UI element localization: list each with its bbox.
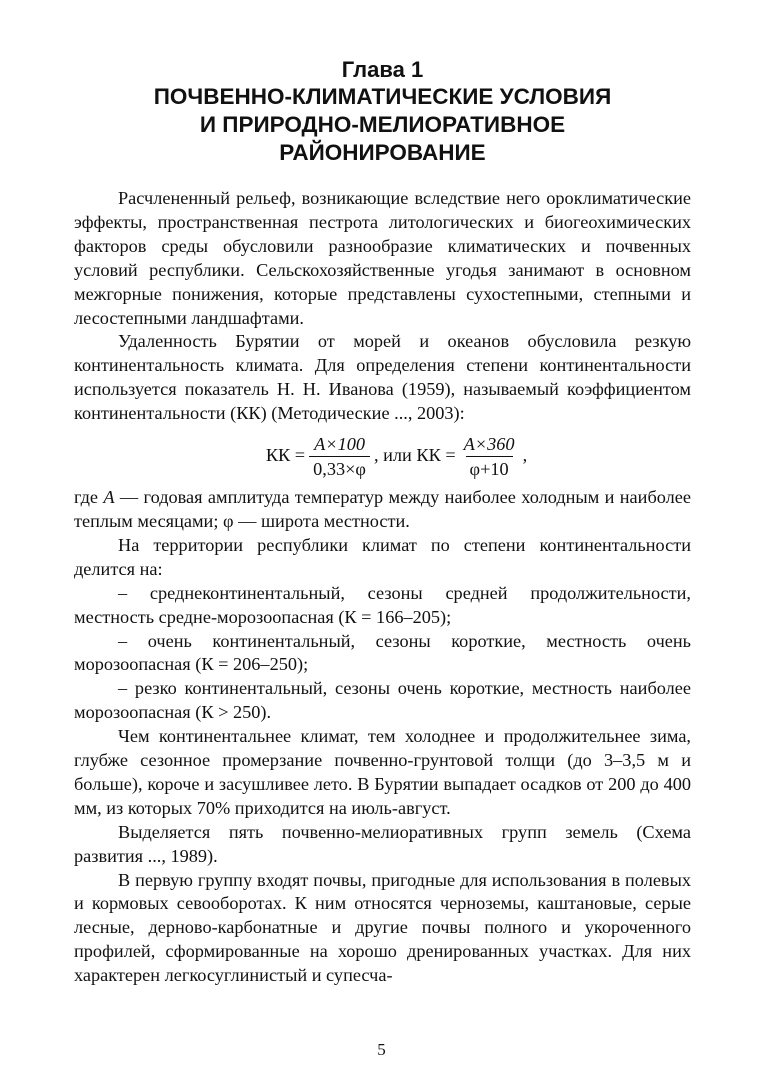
document-page (74, 0, 691, 988)
variable-a: A (103, 487, 115, 508)
paragraph: На территории республики климат по степени континентальности делится на: (74, 534, 691, 579)
paragraph: Удаленность Бурятии от морей и океанов обусловила резкую континентальность климата. Для определения степени континентальности используется показатель Н. Н. Иванова (1959), называемый коэффициентом континентальности (КК) (Методические ..., 2003): (74, 331, 691, 424)
formula-middle: , или КК = (373, 445, 456, 466)
continentality-formula (102, 428, 691, 484)
fraction-1-denominator: 0,33×φ (309, 456, 370, 480)
fraction-1-numerator: A×100 (314, 433, 365, 454)
fraction-2-numerator: A×360 (463, 433, 515, 454)
paragraph: Расчлененный рельеф, возникающие вследствие него ороклиматические эффекты, пространственная пестрота литологических и биогеохимических факторов среды обусловили разнообразие климатических и почвенных условий республики. Сельскохозяйственные угодья занимают в основном межгорные понижения, которые представлены сухостепными, степными и лесостепными ландшафтами. (74, 188, 691, 328)
chapter-label: Глава 1 (341, 57, 424, 82)
paragraph: Выделяется пять почвенно-мелиоративных групп земель (Схема развития ..., 1989). (74, 821, 691, 866)
chapter-title-line: РАЙОНИРОВАНИЕ (279, 140, 486, 165)
chapter-title-line: И ПРИРОДНО-МЕЛИОРАТИВНОЕ (199, 112, 566, 137)
body-text (74, 187, 691, 988)
where-prefix: где (74, 487, 104, 508)
chapter-title-line: ПОЧВЕННО-КЛИМАТИЧЕСКИЕ УСЛОВИЯ (153, 84, 612, 109)
chapter-title (74, 83, 691, 167)
fraction-1 (309, 433, 370, 480)
paragraph: Чем континентальнее климат, тем холоднее и продолжительнее зима, глубже сезонное промерзание почвенно-грунтовой толщи (до 3–3,5 м и больше), короче и засушливее лето. В Бурятии выпадает осадков от 200 до 400 мм, из которых 70% приходится на июль-август. (74, 726, 691, 818)
list-item: – очень континентальный, сезоны короткие, местность очень морозоопасная (К = 206–250); (74, 630, 691, 675)
fraction-2-denominator: φ+10 (466, 456, 513, 480)
list-item: – среднеконтинентальный, сезоны средней продолжительности, местность средне-морозоопасная (К = 166–205); (74, 582, 691, 627)
page-number: 5 (377, 1040, 386, 1059)
list-item: – резко континентальный, сезоны очень короткие, местность наиболее морозоопасная (К > 250). (74, 678, 691, 723)
formula-lhs: КК = (265, 445, 306, 466)
explanation-text: — годовая амплитуда температур между наиболее холодным и наиболее теплым месяцами; φ — широта местности. (74, 487, 691, 531)
fraction-2 (460, 433, 519, 480)
formula-tail: , (522, 445, 528, 466)
formula-explanation (74, 486, 691, 534)
paragraph: В первую группу входят почвы, пригодные для использования в полевых и кормовых севооборотах. К ним относятся черноземы, каштановые, серые лесные, дерново-карбонатные и другие почвы полного и укороченного профилей, сформированные на хорошо дренированных участках. Для них характерен легкосуглинистый и супесча- (74, 869, 691, 986)
